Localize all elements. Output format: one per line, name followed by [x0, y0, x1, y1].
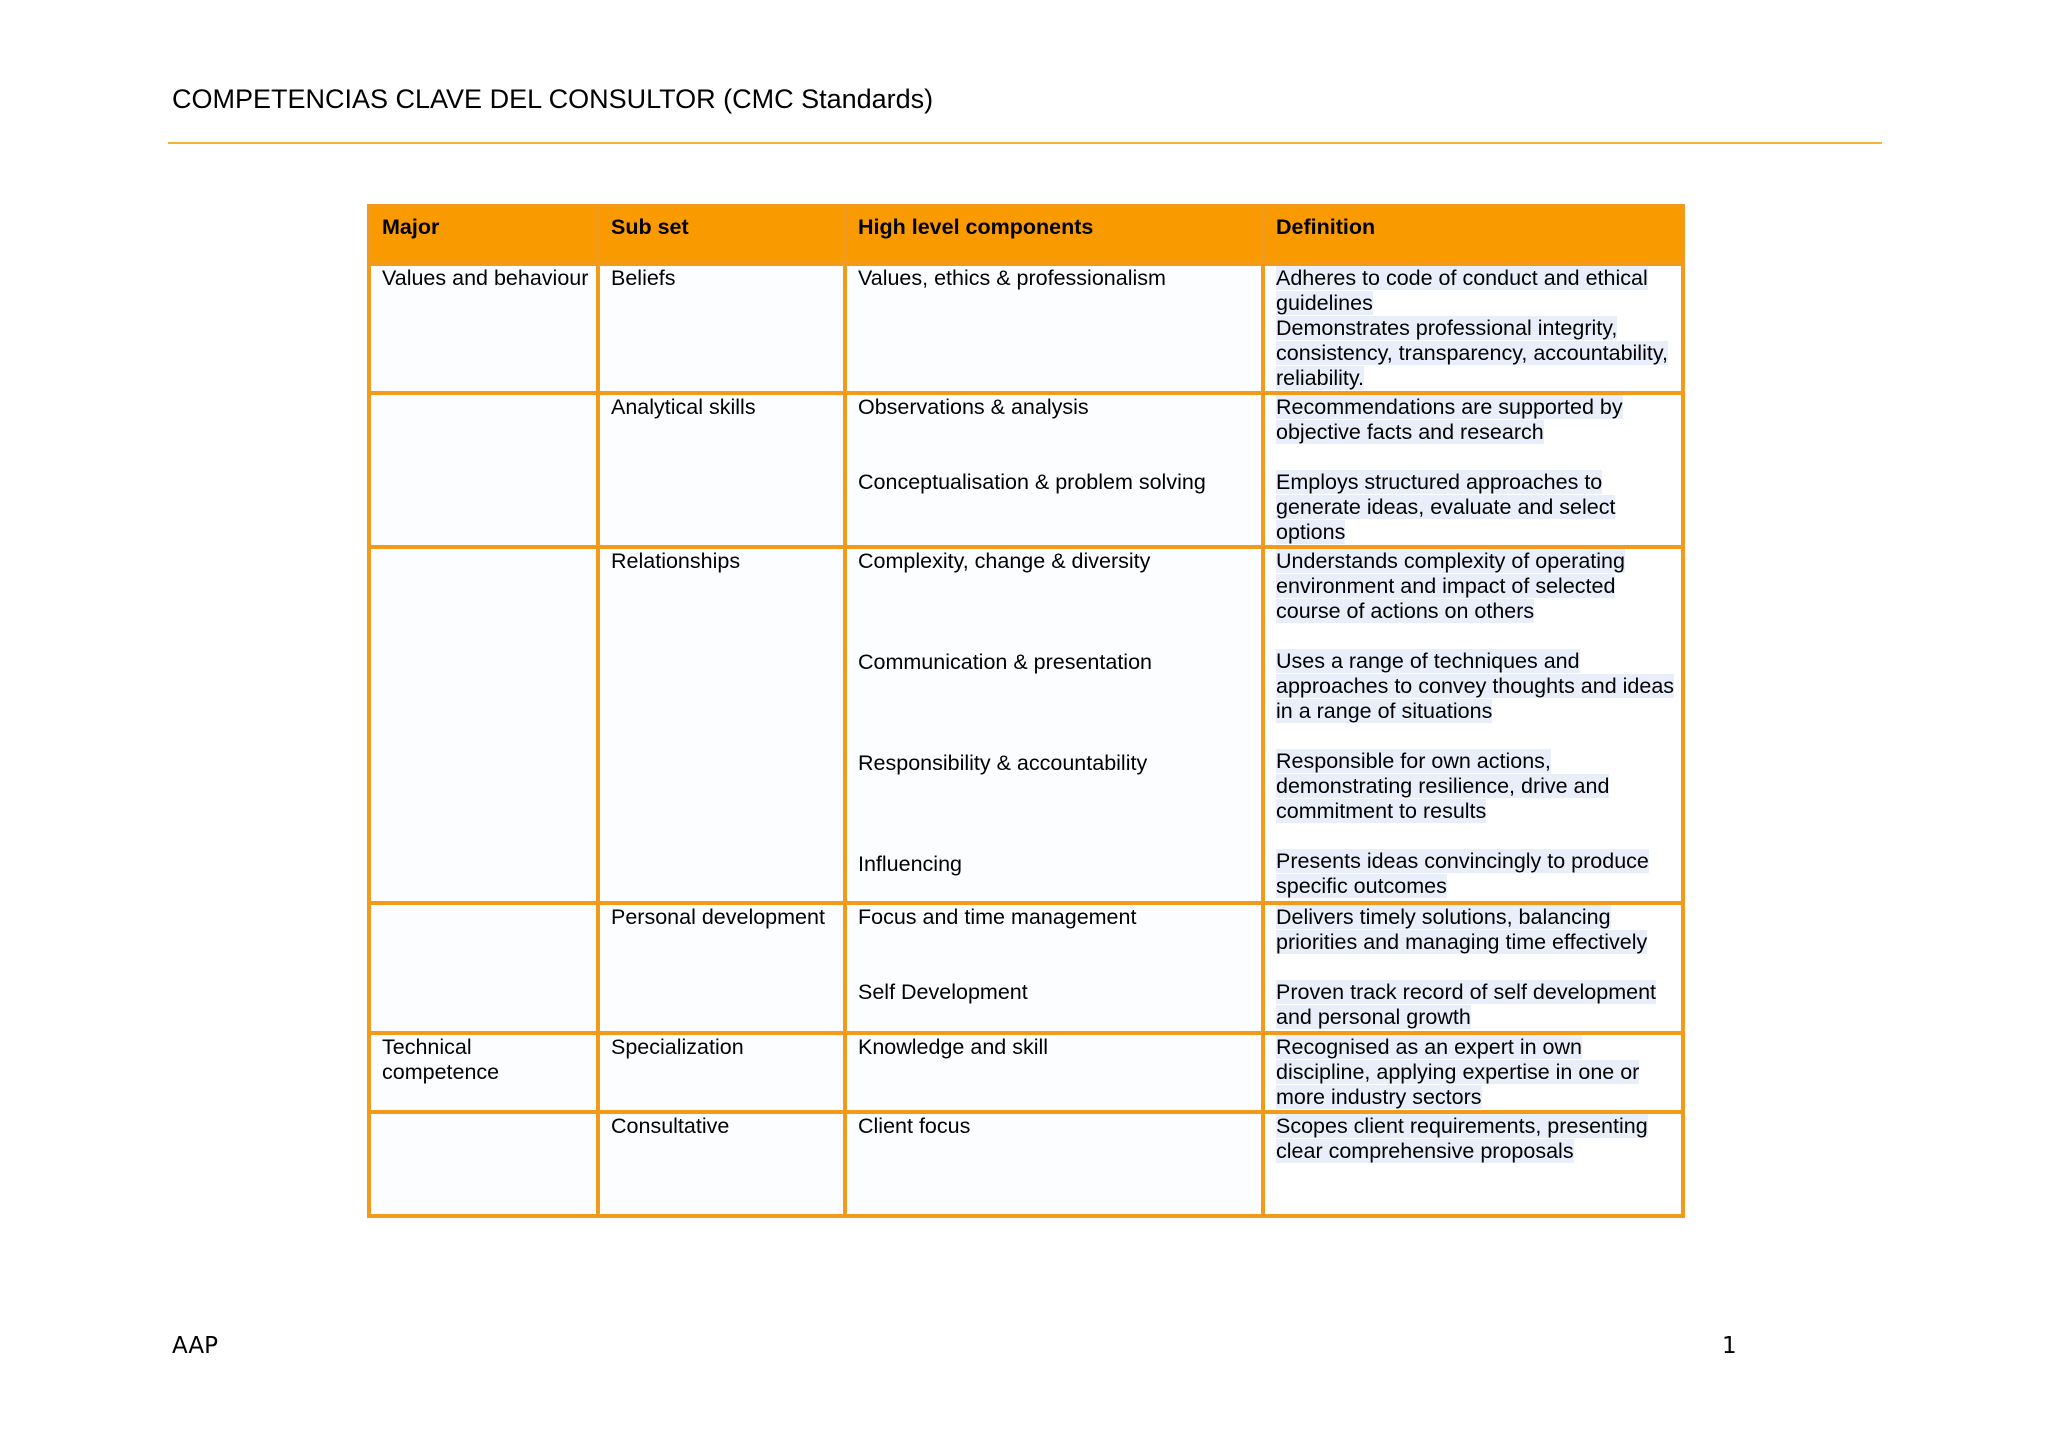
definition-cell — [1263, 264, 1683, 393]
components-cell — [845, 903, 1263, 1033]
definition-text: Demonstrates professional integrity, consistency, transparency, accountability, reliability. — [1276, 316, 1668, 390]
major-cell — [369, 393, 598, 547]
page-title: COMPETENCIAS CLAVE DEL CONSULTOR (CMC Standards) — [172, 84, 934, 114]
components-cell — [845, 264, 1263, 393]
column-header-definition: Definition — [1263, 206, 1683, 264]
component-item: Responsibility & accountability — [858, 751, 1148, 775]
definition-item — [1276, 395, 1675, 445]
subset-cell: Analytical skills — [598, 393, 845, 547]
definition-cell — [1263, 903, 1683, 1033]
definition-text: Recognised as an expert in own discipline, applying expertise in one or more industry sectors — [1276, 1035, 1640, 1109]
component-item: Client focus — [858, 1114, 971, 1138]
component-item: Complexity, change & diversity — [858, 549, 1151, 573]
table-row — [369, 547, 1683, 903]
components-cell — [845, 1112, 1263, 1216]
definition-item — [1276, 980, 1675, 1030]
table-row — [369, 1033, 1683, 1112]
definition-text: Employs structured approaches to generate ideas, evaluate and select options — [1276, 470, 1616, 544]
definition-text: Uses a range of techniques and approaches to convey thoughts and ideas in a range of situations — [1276, 649, 1675, 723]
competencies-table — [367, 204, 1685, 1218]
component-item: Knowledge and skill — [858, 1035, 1049, 1059]
definition-item — [1276, 849, 1675, 899]
definition-text: Adheres to code of conduct and ethical guidelines — [1276, 266, 1648, 315]
table-row — [369, 264, 1683, 393]
major-cell: Values and behaviour — [369, 264, 598, 393]
table-header-row — [369, 206, 1683, 264]
major-cell — [369, 1112, 598, 1216]
page-number: 1 — [1722, 1333, 1737, 1359]
definition-text: Responsible for own actions, demonstrating resilience, drive and commitment to results — [1276, 749, 1610, 823]
subset-cell: Specialization — [598, 1033, 845, 1112]
definition-text: Delivers timely solutions, balancing priorities and managing time effectively — [1276, 905, 1648, 954]
subset-cell: Consultative — [598, 1112, 845, 1216]
definition-item — [1276, 1035, 1675, 1110]
major-cell: Technical competence — [369, 1033, 598, 1112]
component-item: Focus and time management — [858, 905, 1137, 929]
table-row — [369, 393, 1683, 547]
component-item: Conceptualisation & problem solving — [858, 470, 1206, 494]
major-cell — [369, 547, 598, 903]
definition-text: Recommendations are supported by objective facts and research — [1276, 395, 1623, 444]
component-item: Observations & analysis — [858, 395, 1089, 419]
table-row — [369, 1112, 1683, 1216]
table-row — [369, 903, 1683, 1033]
subset-cell: Personal development — [598, 903, 845, 1033]
definition-cell — [1263, 393, 1683, 547]
definition-item — [1276, 749, 1675, 824]
definition-item — [1276, 549, 1675, 624]
components-cell — [845, 393, 1263, 547]
definition-cell — [1263, 1112, 1683, 1216]
definition-text: Understands complexity of operating environment and impact of selected course of actions on others — [1276, 549, 1625, 623]
definition-text: Proven track record of self development and personal growth — [1276, 980, 1657, 1029]
column-header-components: High level components — [845, 206, 1263, 264]
header-divider — [168, 142, 1882, 144]
components-cell — [845, 1033, 1263, 1112]
component-item: Influencing — [858, 852, 962, 876]
component-item: Self Development — [858, 980, 1028, 1004]
major-cell — [369, 903, 598, 1033]
column-header-subset: Sub set — [598, 206, 845, 264]
definition-text: Scopes client requirements, presenting clear comprehensive proposals — [1276, 1114, 1648, 1163]
subset-cell: Relationships — [598, 547, 845, 903]
definition-item — [1276, 649, 1675, 724]
definition-item — [1276, 470, 1675, 545]
definition-item — [1276, 316, 1675, 391]
definition-cell — [1263, 1033, 1683, 1112]
definition-item — [1276, 1114, 1675, 1164]
footer-author: AAP — [172, 1333, 218, 1359]
definition-text: Presents ideas convincingly to produce specific outcomes — [1276, 849, 1649, 898]
component-item: Communication & presentation — [858, 650, 1152, 674]
components-cell — [845, 547, 1263, 903]
column-header-major: Major — [369, 206, 598, 264]
definition-cell — [1263, 547, 1683, 903]
definition-item — [1276, 266, 1675, 316]
component-item: Values, ethics & professionalism — [858, 266, 1166, 290]
subset-cell: Beliefs — [598, 264, 845, 393]
definition-item — [1276, 905, 1675, 955]
